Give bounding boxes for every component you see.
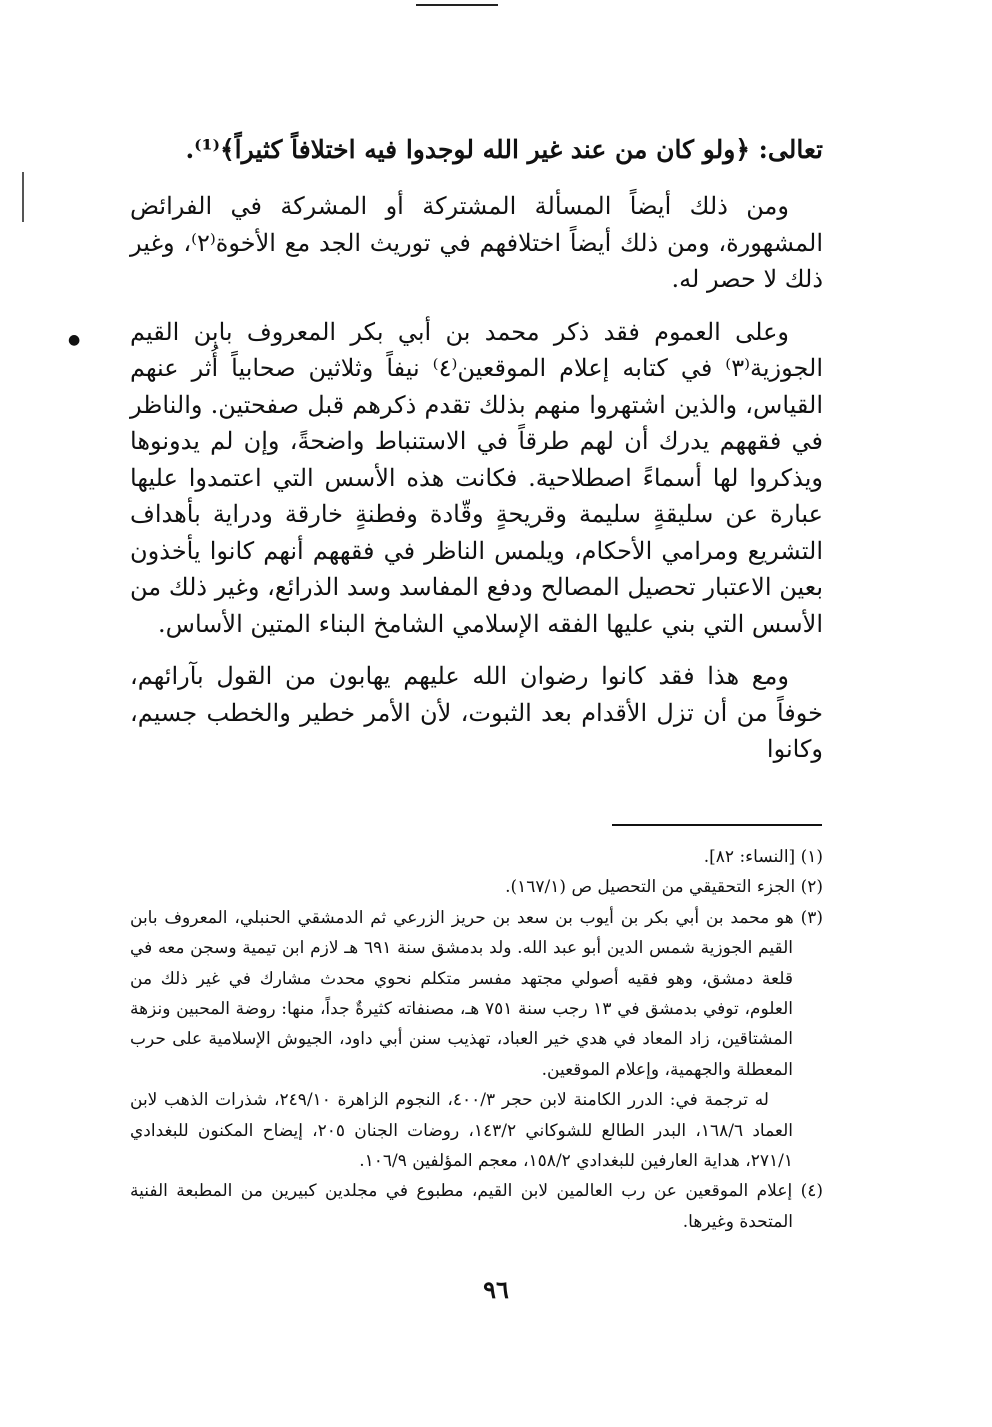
footnote-3: (٣) هو محمد بن أبي بكر بن أيوب بن سعد بن حريز الزرعي ثم الدمشقي الحنبلي، المعروف بابن القيم الجوزية شمس الدين أبو عبد الله. ولد بدمشق سنة ٦٩١ هـ لازم ابن تيمية وسجن معه في قلعة دمشق، وهو فقيه أصولي مجتهد مفسر متكلم نحوي محدث مشارك في غير ذلك من العلوم، توفي بدمشق في ١٣ رجب سنة ٧٥١ هـ، مصنفاته كثيرةٌ جداً، منها: روضة المحبين ونزهة المشتاقين، زاد المعاد في هدي خير العباد، تهذيب سنن أبي داود، الجيوش الإسلامية على حرب المعطلة والجهمية، وإعلام الموقعين. <box>130 907 823 1080</box>
margin-mark <box>22 172 24 222</box>
top-rule <box>416 4 498 6</box>
footnotes <box>130 842 823 1237</box>
paragraph-1: ومن ذلك أيضاً المسألة المشتركة أو المشركة في الفرائض المشهورة، ومن ذلك أيضاً اختلافهم في توريث الجد مع الأخوة⁽٢⁾، وغير ذلك لا حصر له. <box>130 192 823 293</box>
footnote-3-continuation: له ترجمة في: الدرر الكامنة لابن حجر ٤٠٠/٣، النجوم الزاهرة ٢٤٩/١٠، شذرات الذهب لابن العماد ١٦٨/٦، البدر الطالع للشوكاني ١٤٣/٢، روضات الجنان ٢٠٥، إيضاح المكنون للبغدادي ٢٧١/١، هداية العارفين للبغدادي ١٥٨/٢، معجم المؤلفين ١٠٦/٩. <box>130 1090 794 1172</box>
verse-line: تعالى: ﴿ولو كان من عند غير الله لوجدوا فيه اختلافاً كثيراً﴾⁽¹⁾. <box>185 135 823 164</box>
footnote-1: (١) [النساء: ٨٢]. <box>703 847 823 867</box>
paragraph-3: ومع هذا فقد كانوا رضوان الله عليهم يهابون من القول بآرائهم، خوفاً من أن تزل الأقدام بعد الثبوت، لأن الأمر خطير والخطب جسيم، وكانوا <box>130 662 823 763</box>
page-number: ٩٦ <box>483 1275 509 1304</box>
footnote-4: (٤) إعلام الموقعين عن رب العالمين لابن القيم، مطبوع في مجلدين كبيرين من المطبعة الفنية المتحدة وغيرها. <box>130 1181 823 1232</box>
main-text <box>130 128 823 784</box>
footnote-separator <box>612 824 822 826</box>
footnote-2: (٢) الجزء التحقيقي من التحصيل ص (١٦٧/١). <box>505 877 823 898</box>
margin-dot: ● <box>68 332 81 348</box>
paragraph-2: وعلى العموم فقد ذكر محمد بن أبي بكر المعروف بابن القيم الجوزية⁽٣⁾ في كتابه إعلام الموقعين⁽٤⁾ نيفاً وثلاثين صحابياً أُثر عنهم القياس، والذين اشتهروا منهم بذلك تقدم ذكرهم قبل صفحتين. والناظر في فقههم يدرك أن لهم طرقاً في الاستنباط واضحةً، وإن لم يدونوها ويذكروا لها أسماءً اصطلاحية. فكانت هذه الأسس التي اعتمدوا عليها عبارة عن سليقةٍ سليمة وقريحةٍ وقّادة وفطنةٍ خارقة ودراية بأهداف التشريع ومرامي الأحكام، ويلمس الناظر في فقههم أنهم كانوا يأخذون بعين الاعتبار تحصيل المصالح ودفع المفاسد وسد الذرائع، وغير ذلك من الأسس التي بني عليها الفقه الإسلامي الشامخ البناء المتين الأساس. <box>130 317 823 638</box>
